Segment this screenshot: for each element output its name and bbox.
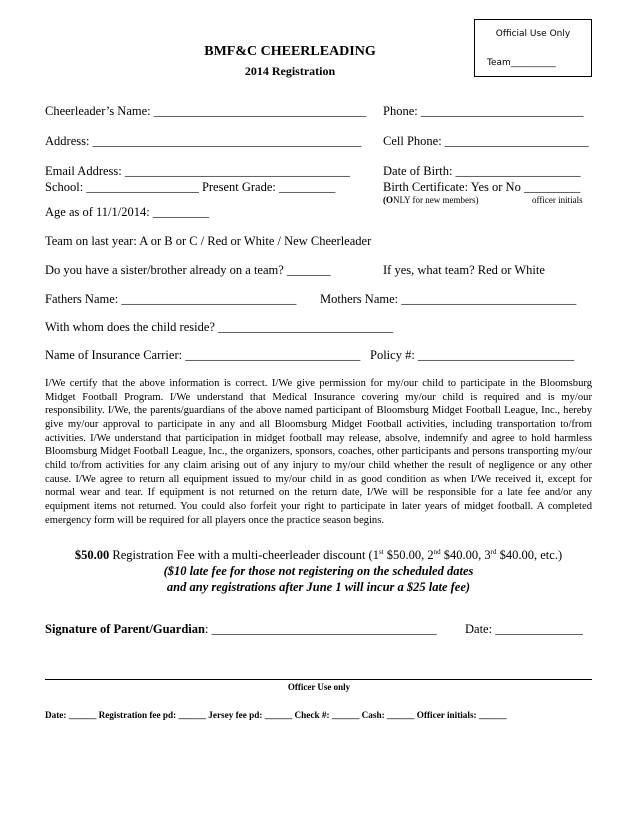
- officer-use-row[interactable]: Date: ______ Registration fee pd: ______ Jersey fee pd: ______ Check #: ______ Cash: ______ Officer initials: ______: [45, 710, 507, 720]
- form-title: BMF&C CHEERLEADING: [204, 44, 376, 59]
- form-subtitle: 2014 Registration: [244, 64, 336, 78]
- cheerleader-name-field[interactable]: Cheerleader’s Name: __________________________________: [45, 104, 367, 118]
- reside-field[interactable]: With whom does the child reside? ____________________________: [45, 320, 394, 334]
- policy-number-field[interactable]: Policy #: _________________________: [370, 348, 575, 362]
- phone-field[interactable]: Phone: __________________________: [383, 104, 584, 118]
- fathers-name-field[interactable]: Fathers Name: ____________________________: [45, 292, 297, 306]
- school-grade-field[interactable]: School: __________________ Present Grade: _________: [45, 180, 336, 194]
- officer-use-heading: Officer Use only: [287, 682, 351, 692]
- sibling-team-field[interactable]: If yes, what team? Red or White: [383, 263, 545, 277]
- cell-phone-field[interactable]: Cell Phone: _______________________: [383, 134, 589, 148]
- signature-date-field[interactable]: Date: ______________: [465, 622, 583, 636]
- signature-field[interactable]: Signature of Parent/Guardian: ____________________________________: [45, 622, 437, 636]
- only-new-members-note: (ONLY for new members): [383, 195, 479, 205]
- official-team-field[interactable]: Team__________: [487, 58, 556, 68]
- late-fee-line-1: ($10 late fee for those not registering on the scheduled dates: [163, 564, 474, 578]
- birth-certificate-field[interactable]: Birth Certificate: Yes or No _________: [383, 180, 581, 194]
- team-last-year-field[interactable]: Team on last year: A or B or C / Red or White / New Cheerleader: [45, 234, 372, 248]
- age-field[interactable]: Age as of 11/1/2014: _________: [45, 205, 210, 219]
- late-fee-line-2: and any registrations after June 1 will incur a $25 late fee): [166, 580, 471, 594]
- sibling-field[interactable]: Do you have a sister/brother already on a team? _______: [45, 263, 331, 277]
- officer-initials-note: officer initials: [532, 195, 583, 205]
- date-of-birth-field[interactable]: Date of Birth: ____________________: [383, 164, 581, 178]
- officer-divider: [45, 679, 592, 680]
- agreement-text: I/We certify that the above information is correct. I/We give permission for my/our child to participate in the Bloomsburg Midget Football Program. I/We understand that Medical Insurance covering my/our child is required and is my/our responsibility. I/We, the parents/guardians of the above named participant of Bloomsburg Midget Football League, Inc., hereby give my/our approval to participate in any and all Bloomsburg Midget Football activities, including transportation to/from activities. I/We understand that participation in midget football may release, absolve, indemnify and agree to hold harmless Bloomsburg Midget Football League, Inc., the organizers, sponsors, coaches, other participants and persons transporting my/our child to/from activities for any claim arising out of any injury to my/our child whether the result of negligence or any other cause. I/We agree to return all equipment issued to my/our child in as good condition as when I/We received it, except for normal wear and tear. If equipment is not returned on the return date, I/We will be responsible for a late fee and/or any equipment items not returned. You could also forfeit your right to participate in later years of midget football. A completed emergency form will be required for all players once the practice season begins.: [45, 378, 592, 526]
- fee-line: $50.00 Registration Fee with a multi-cheerleader discount (1st $50.00, 2nd $40.00, 3rd $40.00, etc.): [74, 547, 563, 562]
- email-field[interactable]: Email Address: ____________________________________: [45, 164, 350, 178]
- address-field[interactable]: Address: ___________________________________________: [45, 134, 362, 148]
- insurance-carrier-field[interactable]: Name of Insurance Carrier: ____________________________: [45, 348, 361, 362]
- official-use-title: Official Use Only: [495, 29, 571, 39]
- mothers-name-field[interactable]: Mothers Name: ____________________________: [320, 292, 577, 306]
